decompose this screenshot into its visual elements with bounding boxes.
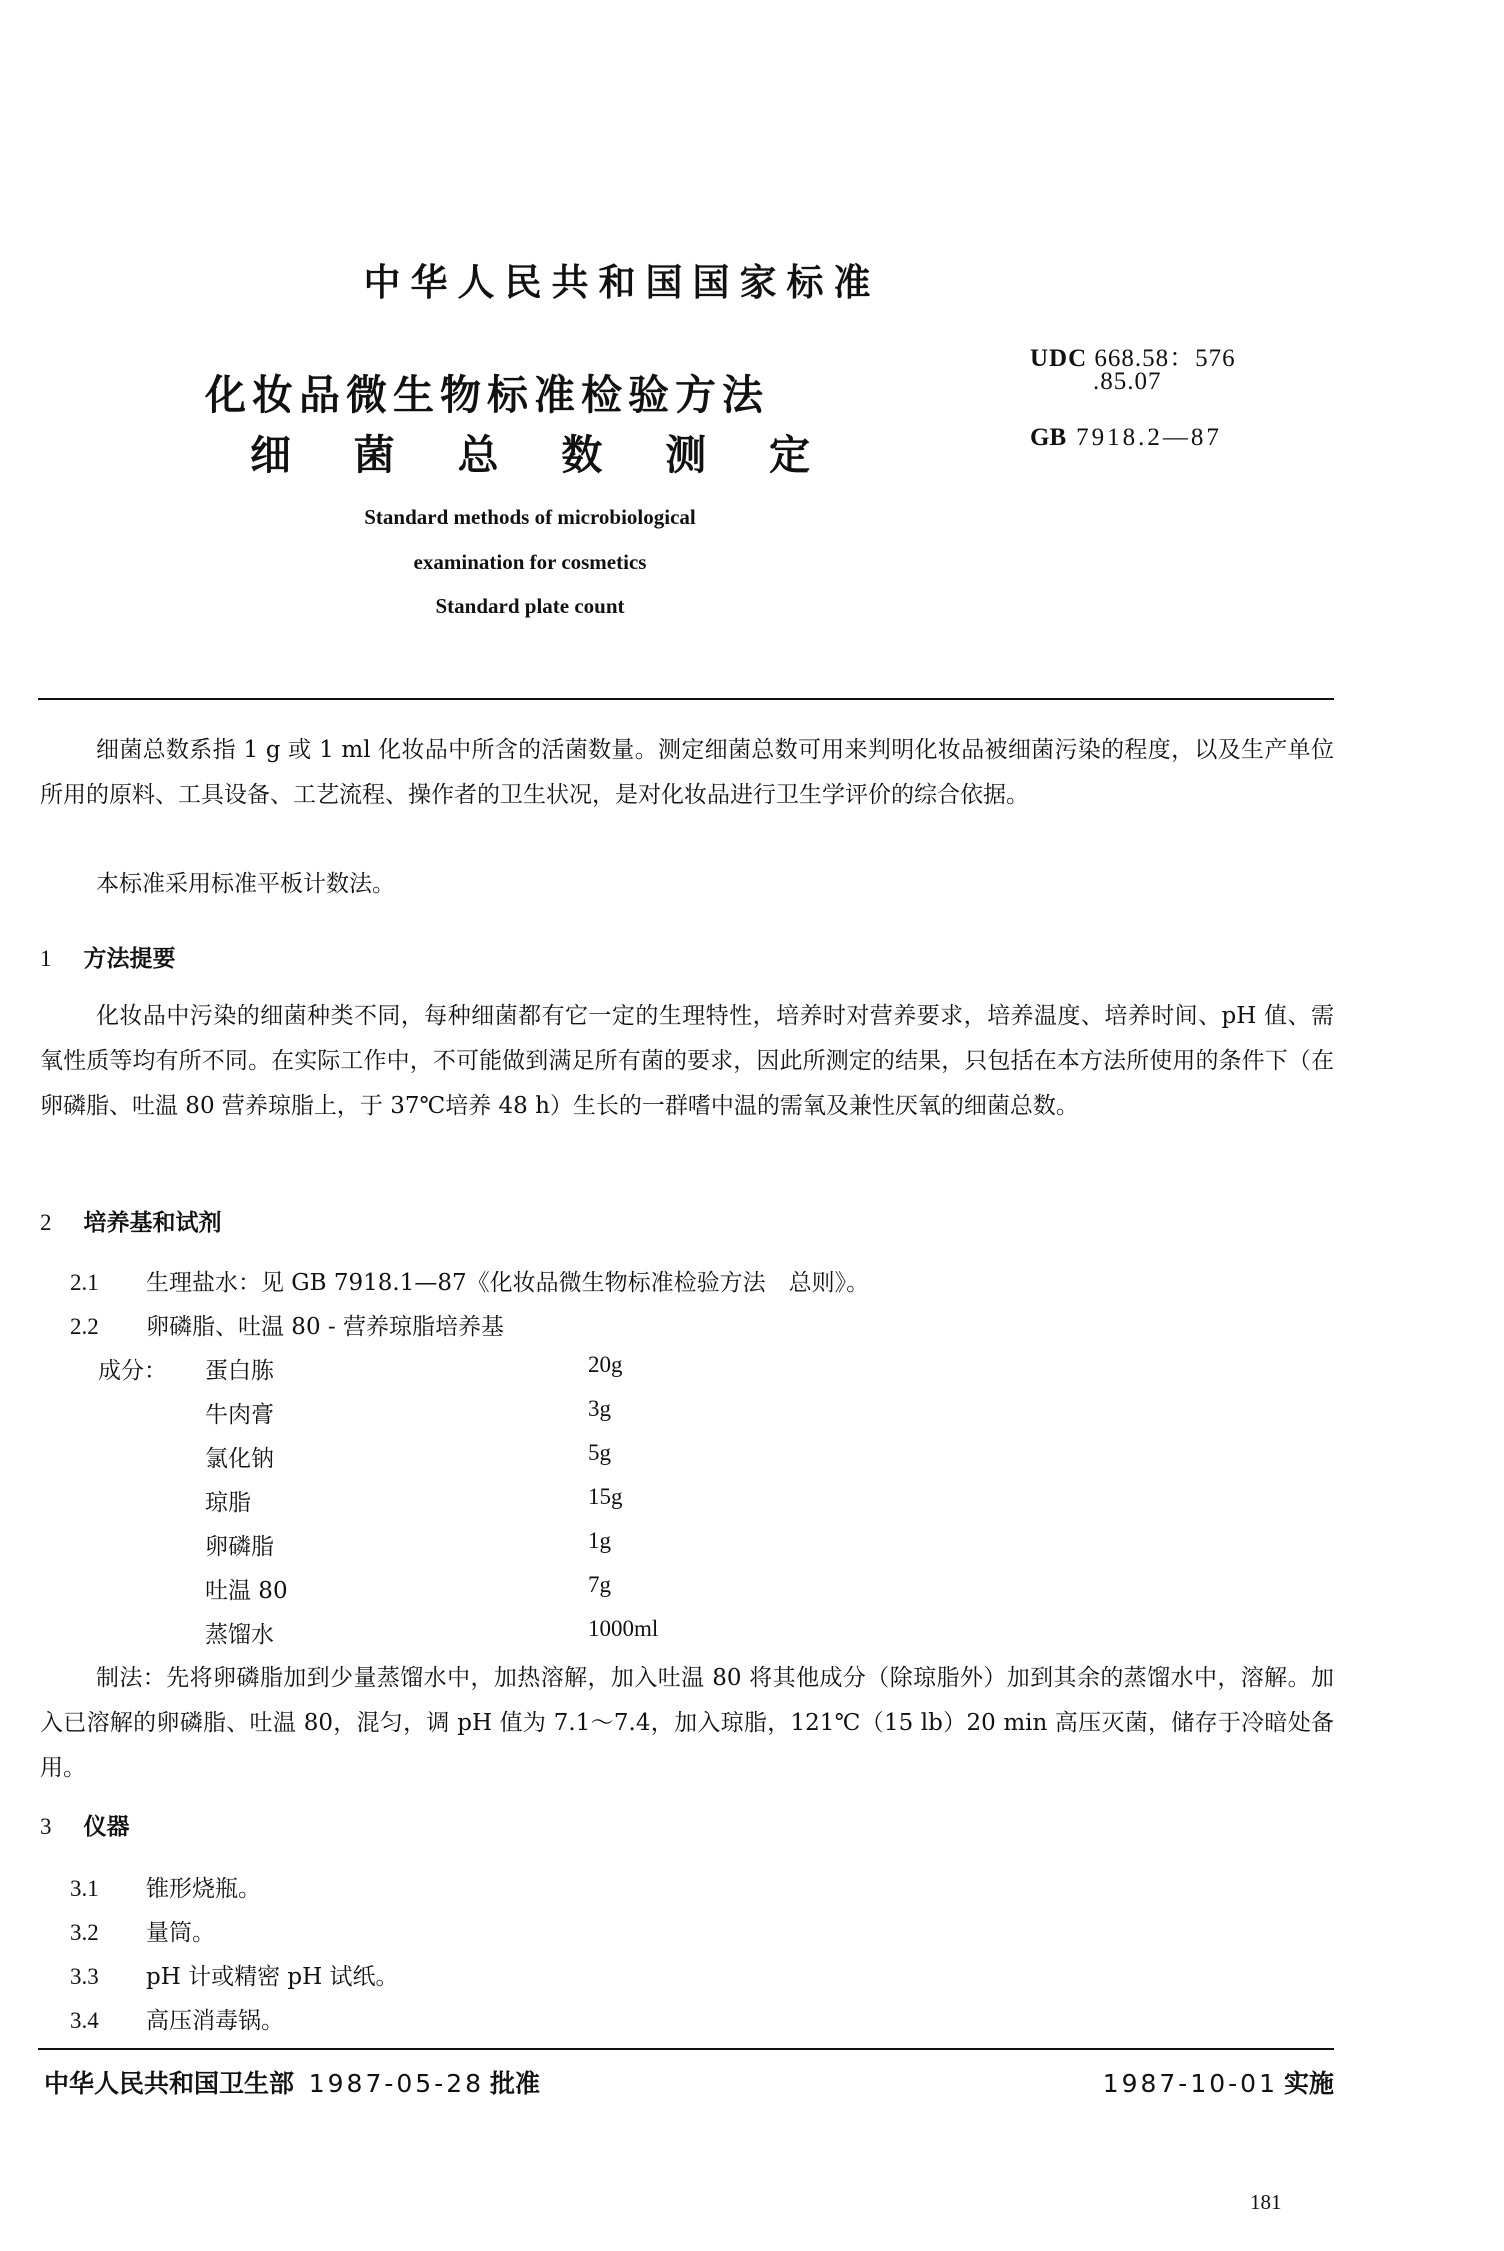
udc-line2: .85.07 <box>1093 368 1162 395</box>
english-title-line2: examination for cosmetics <box>413 550 647 574</box>
section-3-heading: 3 仪器 <box>40 1814 130 1840</box>
national-standard-heading: 中华人民共和国国家标准 <box>363 261 881 304</box>
item-2-1: 2.1 生理盐水：见 GB 7918.1—87《化妆品微生物标准检验方法 总则》。 <box>70 1270 870 1296</box>
composition-name: 卵磷脂 <box>205 1534 274 1560</box>
composition-name: 氯化钠 <box>205 1446 274 1472</box>
item-3-3: 3.3 pH 计或精密 pH 试纸。 <box>70 1964 399 1990</box>
gb-number: GB 7918.2—87 <box>1030 424 1222 451</box>
item-3-2: 3.2 量筒。 <box>70 1920 215 1946</box>
approval-line: 中华人民共和国卫生部 1987-05-28 批准 <box>44 2069 541 2098</box>
document-title: 化妆品微生物标准检验方法 <box>205 371 769 419</box>
header-divider <box>38 698 1334 700</box>
composition-name: 琼脂 <box>205 1490 251 1516</box>
composition-amount: 20g <box>588 1352 623 1377</box>
composition-amount: 3g <box>588 1396 611 1421</box>
effective-line: 1987-10-01 实施 <box>1102 2069 1334 2098</box>
item-3-4: 3.4 高压消毒锅。 <box>70 2008 284 2034</box>
composition-name: 蒸馏水 <box>205 1622 274 1648</box>
composition-amount: 1000ml <box>588 1616 659 1641</box>
composition-amount: 1g <box>588 1528 611 1553</box>
section-1-body: 化妆品中污染的细菌种类不同，每种细菌都有它一定的生理特性，培养时对营养要求，培养温度、培养时间、pH 值、需氧性质等均有所不同。在实际工作中，不可能做到满足所有菌的要求，因此所测定的结果，只包括在本方法所使用的条件下（在卵磷脂、吐温 80 营养琼脂上，于 37℃培养 48 h）生长的一群嗜中温的需氧及兼性厌氧的细菌总数。 <box>40 1003 1334 1119</box>
page-number: 181 <box>1250 2190 1282 2214</box>
item-2-2: 2.2 卵磷脂、吐温 80 - 营养琼脂培养基 <box>70 1314 504 1340</box>
english-title-line3: Standard plate count <box>435 594 625 618</box>
intro-paragraph: 细菌总数系指 1 g 或 1 ml 化妆品中所含的活菌数量。测定细菌总数可用来判明化妆品被细菌污染的程度，以及生产单位所用的原料、工具设备、工艺流程、操作者的卫生状况，是对化妆品进行卫生学评价的综合依据。 <box>40 737 1334 808</box>
udc-line1: 668.58：576 <box>1094 345 1236 372</box>
subtitle-char: 菌 <box>353 431 395 479</box>
english-title-line1: Standard methods of microbiological <box>364 505 696 529</box>
intro-method-note: 本标准采用标准平板计数法。 <box>96 871 395 897</box>
section-2-heading: 2 培养基和试剂 <box>40 1210 222 1236</box>
subtitle-char: 数 <box>561 431 603 479</box>
subtitle-char: 定 <box>768 431 810 479</box>
preparation-method: 制法：先将卵磷脂加到少量蒸馏水中，加热溶解，加入吐温 80 将其他成分（除琼脂外）加到其余的蒸馏水中，溶解。加入已溶解的卵磷脂、吐温 80，混匀，调 pH 值为 7.1～7.4，加入琼脂，121℃（15 lb）20 min 高压灭菌，储存于冷暗处备用。 <box>40 1665 1334 1781</box>
composition-amount: 5g <box>588 1440 611 1465</box>
gb-label: GB <box>1030 424 1067 451</box>
composition-amount: 15g <box>588 1484 623 1509</box>
composition-label: 成分： <box>98 1358 167 1384</box>
composition-name: 牛肉膏 <box>205 1402 274 1428</box>
subtitle-char: 细 <box>250 431 291 479</box>
composition-name: 吐温 80 <box>205 1578 288 1604</box>
subtitle-char: 测 <box>665 431 707 479</box>
document-subtitle <box>250 422 810 481</box>
subtitle-char: 总 <box>457 431 499 479</box>
footer-divider <box>38 2048 1334 2050</box>
composition-name: 蛋白胨 <box>205 1358 274 1384</box>
item-3-1: 3.1 锥形烧瓶。 <box>70 1876 261 1902</box>
section-1-heading: 1 方法提要 <box>40 946 176 972</box>
composition-amount: 7g <box>588 1572 611 1597</box>
udc-label: UDC <box>1030 345 1088 372</box>
